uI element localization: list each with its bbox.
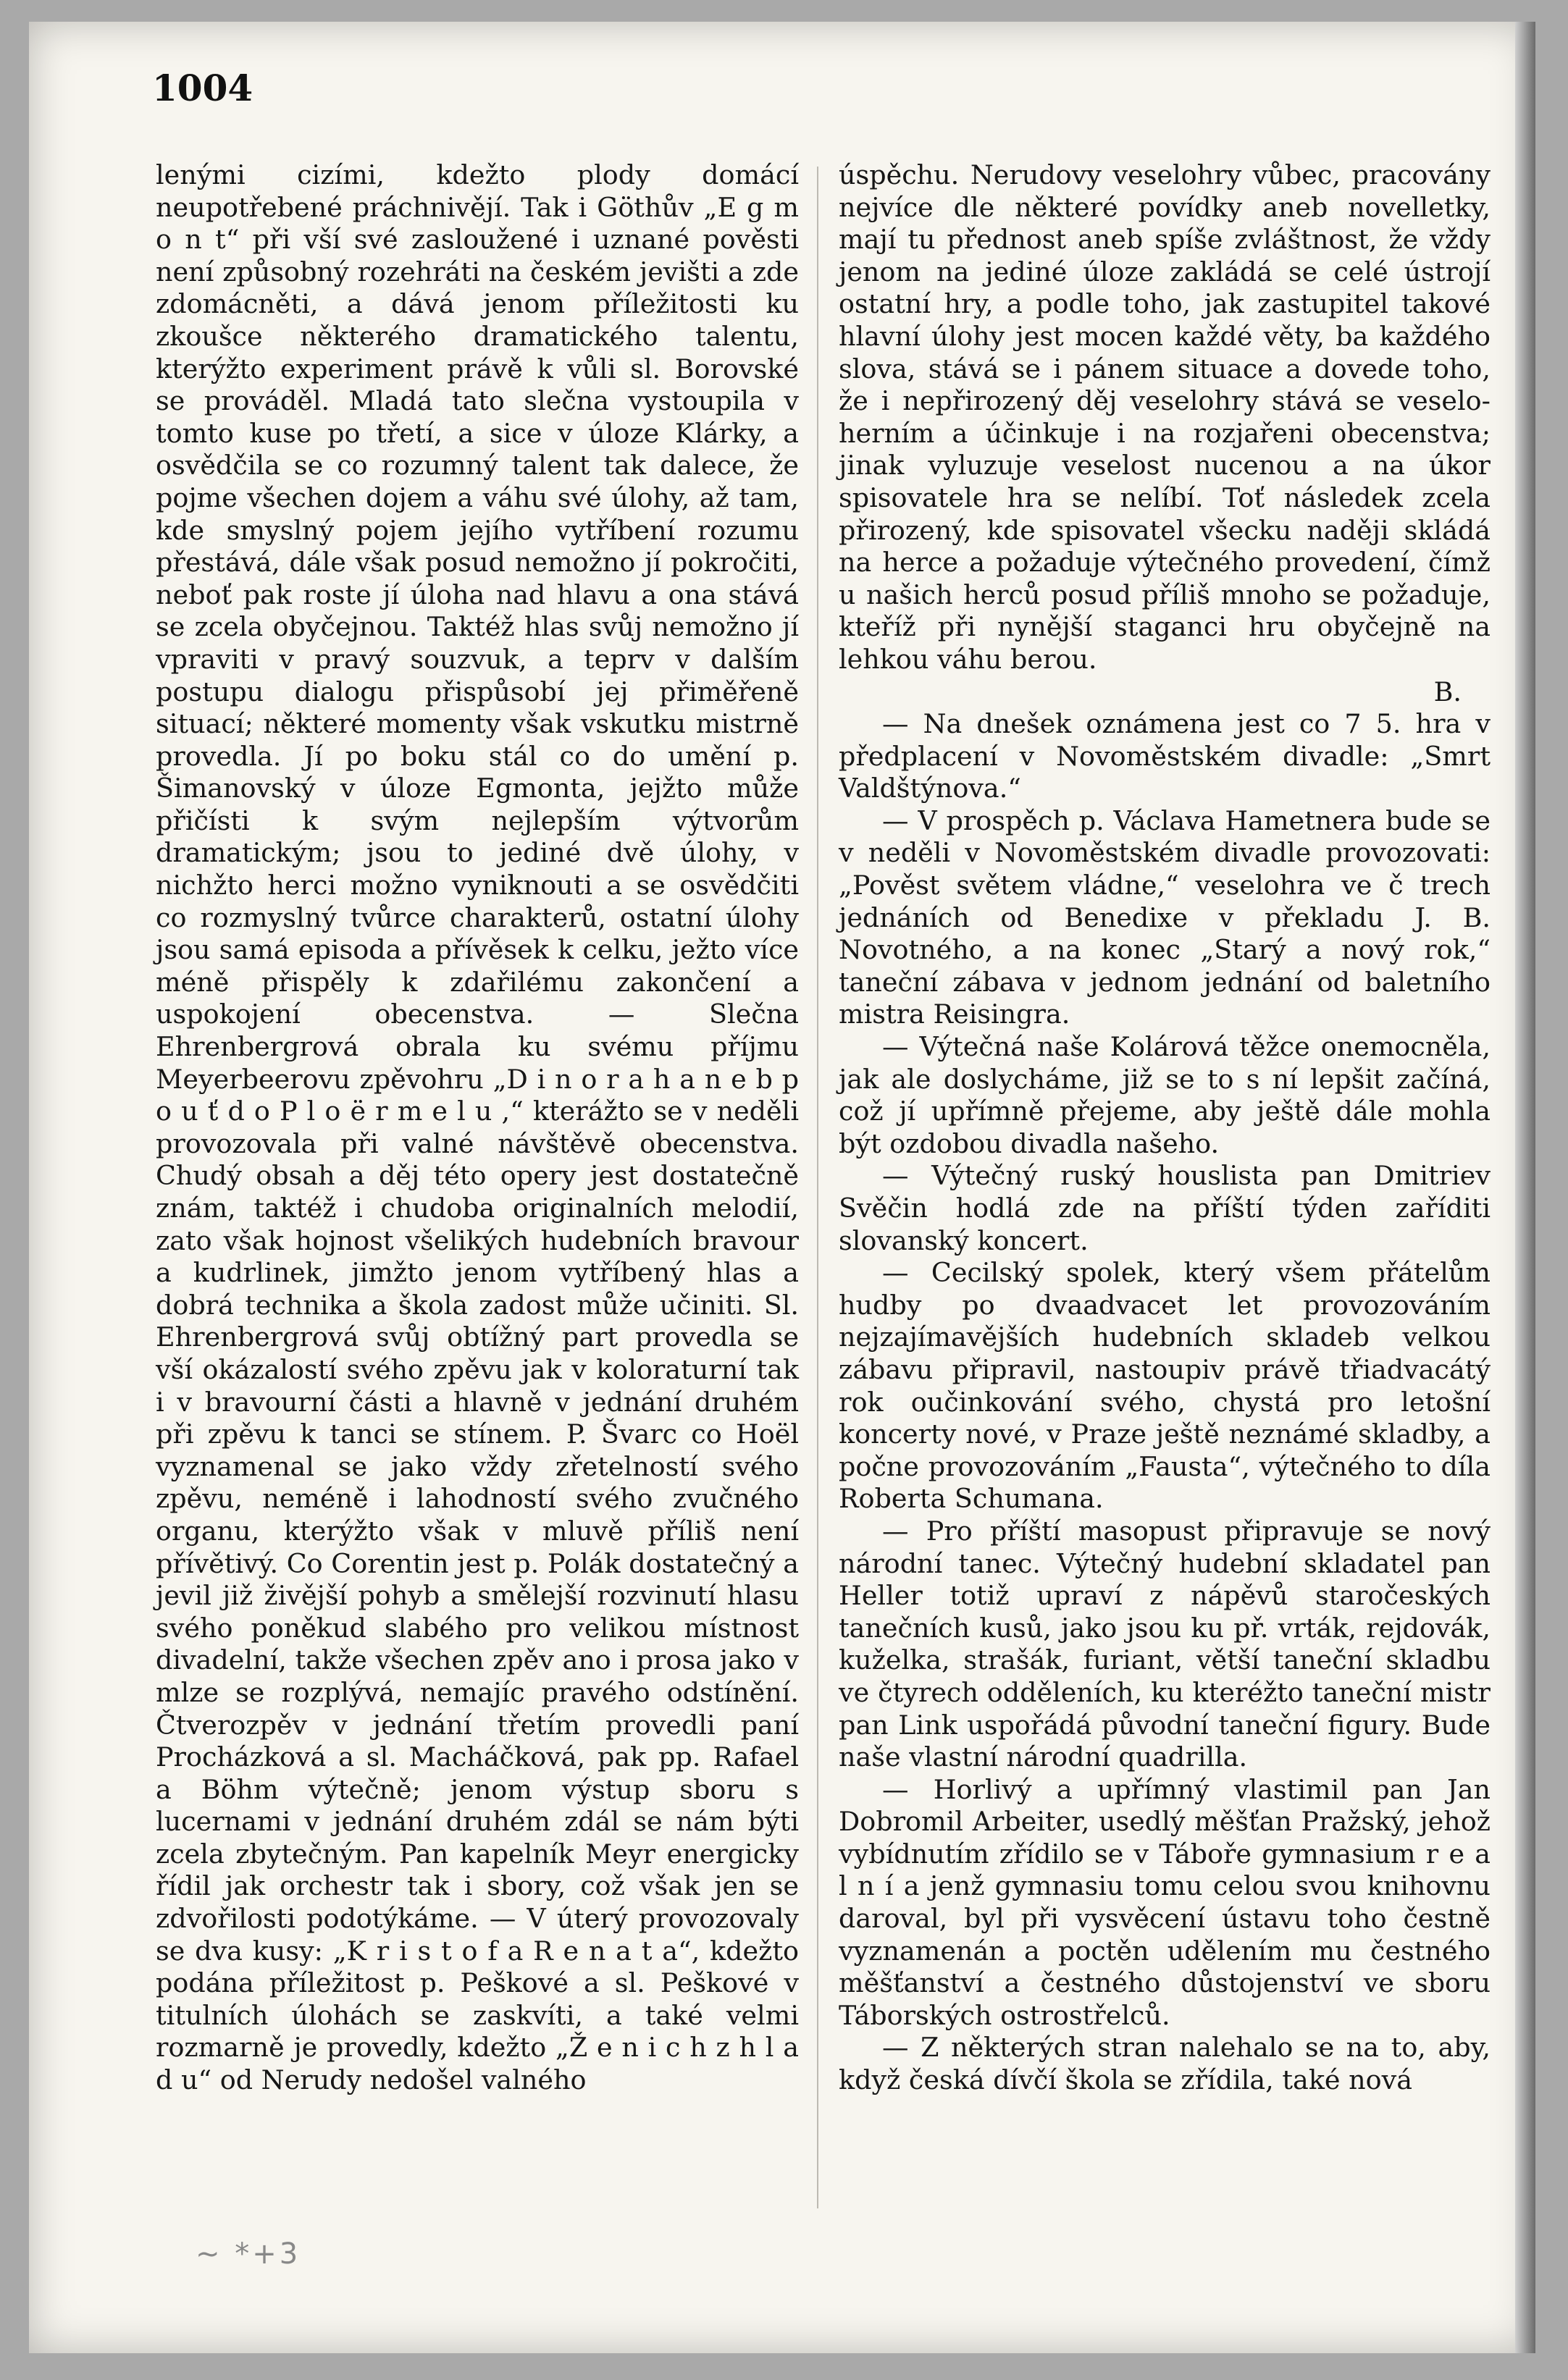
right-paragraph-1: úspěchu. Nerudovy veselohry vůbec, pracovány nejvíce dle některé povídky aneb novelletky, mají tu přednost aneb spíše zvláštnost, že vždy jenom na jediné úloze zakládá se celé ústrojí ostatní hry, a podle toho, jak zastupitel takové hlavní úlohy jest mocen každé věty, ba každého slova, stává se i pánem situace a dovede toho, že i nepřirozený děj veselohry stává se veseloherním a účinkuje i na rozjařeni obecenstva; jinak vyluzuje veselost nucenou a na úkor spisovatele hra se nelíbí. Toť následek zcela přirozený, kde spisovatel všecku naději skládá na herce a požaduje výtečného provedení, čímž u našich herců posud příliš mnoho se požaduje, kteříž při nynější staganci hru obyčejně na lehkou váhu berou. xyxy=(839,159,1491,675)
news-item-arbeiter: — Horlivý a upřímný vlastimil pan Jan Dobromil Arbeiter, usedlý měšťan Pražský, jehož vybídnutím zřídilo se v Táboře gymnasium r e a l n í a jenž gymnasiu tomu celou svou knihovnu daroval, byl při vysvěcení ústavu toho čestně vyznamenán a poctěn udělením mu čestného měšťanství a čestného důstojenství ve sboru Táborských ostrostřelců. xyxy=(839,1773,1491,2031)
left-column xyxy=(156,159,799,2097)
article-signature: B. xyxy=(1433,676,1462,707)
news-item-narodni-tanec: — Pro příští masopust připravuje se nový národní tanec. Výtečný hudební skladatel pan Heller totiž upraví z nápěvů staročeských tanečních kusů, jako jsou ku př. vrták, rejdovák, kuželka, strašák, furiant, větší taneční skladbu ve čtyrech odděleních, ku kteréžto taneční mistr pan Link uspořádá původní taneční figury. Bude naše vlastní národní quadrilla. xyxy=(839,1515,1491,1773)
news-item-kolarova: — Výtečná naše Kolárová těžce onemocněla, jak ale doslycháme, již se to s ní lepšit začíná, což jí upřímně přejeme, aby ještě dále mohla být ozdobou divadla našeho. xyxy=(839,1031,1491,1159)
news-item-cecilsky-spolek: — Cecilský spolek, který všem přátelům hudby po dvaadvacet let provozováním nejzajímavějších hudebních skladeb velkou zábavu připravil, nastoupiv právě třiadvacátý rok oučinkování svého, chystá pro letošní koncerty nové, v Praze ještě neznámé skladby, a počne provozováním „Fausta“, výtečného to díla Roberta Schumana. xyxy=(839,1257,1491,1515)
page-number: 1004 xyxy=(152,67,253,109)
news-item-hametner: — V prospěch p. Václava Hametnera bude se v neděli v Novoměstském divadle provozovati: „Pověst světem vládne,“ veselohra ve č trech jednáních od Benedixe v překladu J. B. Novotného, a na konec „Starý a nový rok,“ taneční zábava v jednom jednání od baletního mistra Reisingra. xyxy=(839,804,1491,1030)
page-edge-shadow xyxy=(1515,22,1535,2353)
newspaper-page xyxy=(29,22,1535,2353)
right-column xyxy=(839,159,1491,2097)
news-item-dmitriev: — Výtečný ruský houslista pan Dmitriev Svěčin hodlá zde na příští týden zaříditi slovanský koncert. xyxy=(839,1160,1491,1256)
left-paragraph-1: lenými cizími, kdežto plody domácí neupotřebené práchnivějí. Tak i Göthův „E g m o n t“ při vší své zasloužené i uznané pověsti není způsobný rozehráti na českém jevišti a zde zdomácněti, a dává jenom příležitosti ku zkoušce některého dramatického talentu, kterýžto experiment právě k vůli sl. Borovské se prováděl. Mladá tato slečna vystoupila v tomto kuse po třetí, a sice v úloze Klárky, a osvědčila se co rozumný talent tak dalece, že pojme všechen dojem a váhu své úlohy, až tam, kde smyslný pojem jejího vytříbení rozumu přestává, dále však posud nemožno jí pokročiti, neboť pak roste jí úloha nad hlavu a ona stává se zcela obyčejnou. Taktéž hlas svůj nemožno jí vpraviti v pravý souzvuk, a teprv v dalším postupu dialogu přispůsobí jej přiměřeně situací; některé momenty však vskutku mistrně provedla. Jí po boku stál co do umění p. Šimanovský v úloze Egmonta, jejžto může přičísti k svým nejlepším výtvorům dramatickým; jsou to jediné dvě úlohy, v nichžto herci možno vyniknouti a se osvědčiti co rozmyslný tvůrce charakterů, ostatní úlohy jsou samá episoda a přívěsek k celku, ježto více méně přispěly k zdařilému zakončení a uspokojení obecenstva. — Slečna Ehrenbergrová obrala ku svému příjmu Meyerbeerovu zpěvohru „D i n o r a h a n e b p o u ť d o P l o ë r m e l u ,“ kterážto se v neděli provozovala při valné návštěvě obecenstva. Chudý obsah a děj této opery jest dostatečně znám, taktéž i chudoba originalních melodií, zato však hojnost všelikých hudebních bravour a kudrlinek, jimžto jenom vytříbený hlas a dobrá technika a škola zadost může učiniti. Sl. Ehrenbergrová svůj obtížný part provedla se vší okázalostí svého zpěvu jak v koloraturní tak i v bravourní části a hlavně v jednání druhém při zpěvu k tanci se stínem. P. Švarc co Hoël vyznamenal se jako vždy zřetelností svého zpěvu, neméně i lahodností svého zvučného organu, kterýžto však v mluvě příliš není přívětivý. Co Corentin jest p. Polák dostatečný a jevil již živější pohyb a smělejší rozvinutí hlasu svého poněkud slabého pro velikou místnost divadelní, takže všechen zpěv ano i prosa jako v mlze se rozplývá, nemajíc pravého odstínění. Čtverozpěv v jednání třetím provedli paní Procházková a sl. Macháčková, pak pp. Rafael a Böhm výtečně; jenom výstup sboru s lucernami v jednání druhém zdál se nám býti zcela zbytečným. Pan kapelník Meyr energicky řídil jak orchestr tak i sbory, což však jen se zdvořilosti podotýkáme. — V úterý provozovaly se dva kusy: „K r i s t o f a R e n a t a“, kdežto podána příležitost p. Peškové a sl. Peškové v titulních úlohách se zaskvíti, a také velmi rozmarně je provedly, kdežto „Ž e n i c h z h l a d u“ od Nerudy nedošel valného xyxy=(156,159,799,2096)
margin-marks: ~ *+3 xyxy=(196,2237,301,2271)
column-divider xyxy=(817,167,818,2208)
news-item-divci-skola: — Z některých stran nalehalo se na to, aby, když česká dívčí škola se zřídila, také nová xyxy=(839,2032,1491,2096)
news-item-valdstynova: — Na dnešek oznámena jest co 7 5. hra v předplacení v Novoměstském divadle: „Smrt Valdštýnova.“ xyxy=(839,708,1491,804)
